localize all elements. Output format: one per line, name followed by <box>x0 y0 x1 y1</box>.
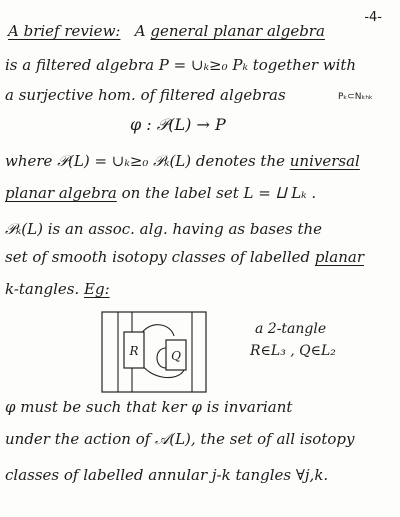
caption-2-tangle: a 2-tangle <box>255 321 327 337</box>
term-universal: universal <box>289 152 360 170</box>
line-1-rest: A general planar algebra <box>125 22 325 40</box>
term-planar-algebra: planar algebra <box>5 184 117 202</box>
tangle-diagram <box>100 310 210 395</box>
line-13: under the action of 𝒜(L), the set of all isotopy <box>5 430 355 448</box>
term-planar: planar <box>314 248 365 266</box>
line-14: classes of labelled annular j-k tangles ∀j,k. <box>5 466 329 484</box>
line-2: is a filtered algebra P = ∪ₖ≥₀ Pₖ together with <box>5 56 357 74</box>
term-eg: Eg: <box>84 280 110 298</box>
formula-phi: φ : 𝒫(L) → P <box>130 115 226 134</box>
line-8-text: set of smooth isotopy classes of labelled <box>5 248 315 266</box>
line-9 <box>5 280 110 298</box>
heading-brief-review: A brief review: <box>8 22 121 40</box>
line-3: a surjective hom. of filtered algebras <box>5 86 286 104</box>
term-general-planar-algebra: general planar algebra <box>150 22 325 40</box>
line-7: 𝒫ₖ(L) is an assoc. alg. having as bases the <box>5 220 323 238</box>
page-number: -4- <box>364 10 382 25</box>
line-12: φ must be such that ker φ is invariant <box>5 398 293 416</box>
line-5-text: where 𝒫(L) = ∪ₖ≥₀ 𝒫ₖ(L) denotes the <box>5 152 290 170</box>
strand-arc-top <box>140 325 174 336</box>
line-6 <box>5 184 316 202</box>
line-8 <box>5 248 364 266</box>
caption-membership: R∈L₃ , Q∈L₂ <box>250 343 336 359</box>
strand-loop-q <box>157 348 166 368</box>
line-9-text: k-tangles. <box>5 280 85 298</box>
box-q-label: Q <box>171 349 181 363</box>
line-6-text: on the label set L = ⨿ Lₖ . <box>121 184 317 202</box>
line-1 <box>8 22 325 40</box>
box-r-label: R <box>129 344 139 358</box>
margin-note: Pₖ⊂Nₖₕₖ <box>338 92 373 102</box>
line-5 <box>5 152 360 170</box>
